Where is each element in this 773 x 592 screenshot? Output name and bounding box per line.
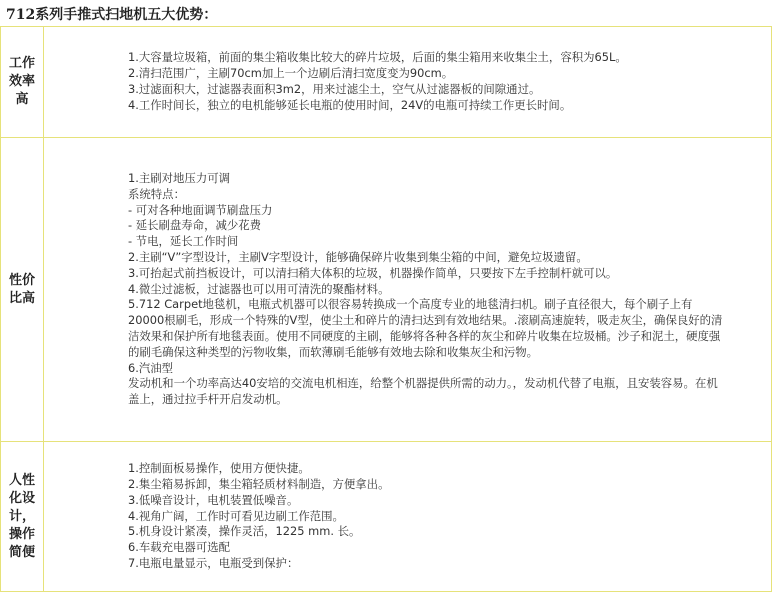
label-line: 化设	[8, 490, 35, 506]
section-row-value	[1, 138, 772, 442]
list-item: 3.低噪音设计，电机装置低噪音。	[128, 492, 299, 507]
list-item: 1.大容量垃圾箱，前面的集尘箱收集比较大的碎片垃圾，后面的集尘箱用来收集尘土，容积为65L。	[128, 50, 627, 65]
section-label-usability	[1, 442, 44, 592]
paragraph-carpet: 5.712 Carpet地毯机，电瓶式机器可以很容易转换成一个高度专业的地毯清扫机。刷子直径很大，每个刷子上有20000根刷毛，形成一个特殊的V型，使尘土和碎片的清扫达到有效地结果。.滚刷高速旋转，吸走灰尘，确保良好的清洁效果和保护所有地毯表面。使用不同硬度的主刷，能够将各种各样的灰尘和碎片收集在垃圾桶。沙子和泥土，硬度强的刷毛确保这种类型的污物收集，而软薄刷毛能够有效地去除和收集灰尘和污物。	[128, 297, 723, 359]
section-row-efficiency	[1, 27, 772, 138]
list-item: - 节电，延长工作时间	[128, 234, 239, 249]
list-item: 1.控制面板易操作，使用方便快捷。	[128, 461, 310, 476]
list-item: 1.主刷对地压力可调	[128, 171, 230, 186]
list-item: 2.清扫范围广，主刷70cm加上一个边刷后清扫宽度变为90cm。	[128, 66, 454, 81]
label-line: 工作	[8, 56, 35, 71]
section-label-efficiency	[1, 27, 44, 138]
list-item: - 延长刷盘寿命，减少花费	[128, 218, 262, 233]
label-line: 比高	[8, 290, 35, 306]
section-label-value	[1, 138, 44, 442]
list-item: 5.机身设计紧凑，操作灵活，1225 mm. 长。	[128, 524, 361, 539]
list-item: 3.可抬起式前挡板设计，可以清扫稍大体积的垃圾，机器操作简单，只要按下左手控制杆就可以。	[128, 265, 618, 280]
list-item: 6.车载充电器可选配	[128, 540, 230, 555]
list-item: 6.汽油型	[128, 360, 174, 375]
section-content-value	[44, 138, 772, 442]
list-item: 4.工作时间长，独立的电机能够延长电瓶的使用时间，24V的电瓶可持续工作更长时间。	[128, 97, 572, 112]
section-content-usability	[44, 442, 772, 592]
paragraph-gasoline: 发动机和一个功率高达40安培的交流电机相连，给整个机器提供所需的动力。，发动机代替了电瓶，且安装容易。在机盖上，通过拉手杆开启发动机。	[128, 376, 718, 407]
list-item: 2.集尘箱易拆卸，集尘箱轻质材料制造，方便拿出。	[128, 477, 390, 491]
label-line: 高	[15, 92, 29, 107]
advantages-table	[0, 26, 772, 592]
label-line: 操作	[8, 526, 35, 542]
label-line: 效率	[8, 74, 35, 89]
label-line: 简便	[8, 544, 35, 560]
list-item: 2.主刷“V”字型设计，主刷V字型设计，能够确保碎片收集到集尘箱的中间，避免垃圾遗留。	[128, 250, 588, 264]
label-line: 性价	[8, 272, 35, 288]
list-item: - 可对各种地面调节刷盘压力	[128, 202, 273, 217]
list-item: 3.过滤面积大，过滤器表面积3m2，用来过滤尘土，空气从过滤器板的间隙通过。	[128, 82, 541, 96]
list-item: 4.视角广阔，工作时可看见边刷工作范围。	[128, 508, 344, 523]
list-item: 4.微尘过滤板，过滤器也可以用可清洗的聚酯材料。	[128, 281, 390, 296]
label-line: 计，	[8, 508, 35, 524]
list-item: 系统特点：	[128, 186, 185, 201]
page-title: 712系列手推式扫地机五大优势：	[6, 7, 218, 23]
section-content-efficiency	[44, 27, 772, 138]
list-item: 7.电瓶电量显示，电瓶受到保护：	[128, 555, 299, 570]
section-row-usability	[1, 442, 772, 592]
label-line: 人性	[8, 472, 35, 488]
